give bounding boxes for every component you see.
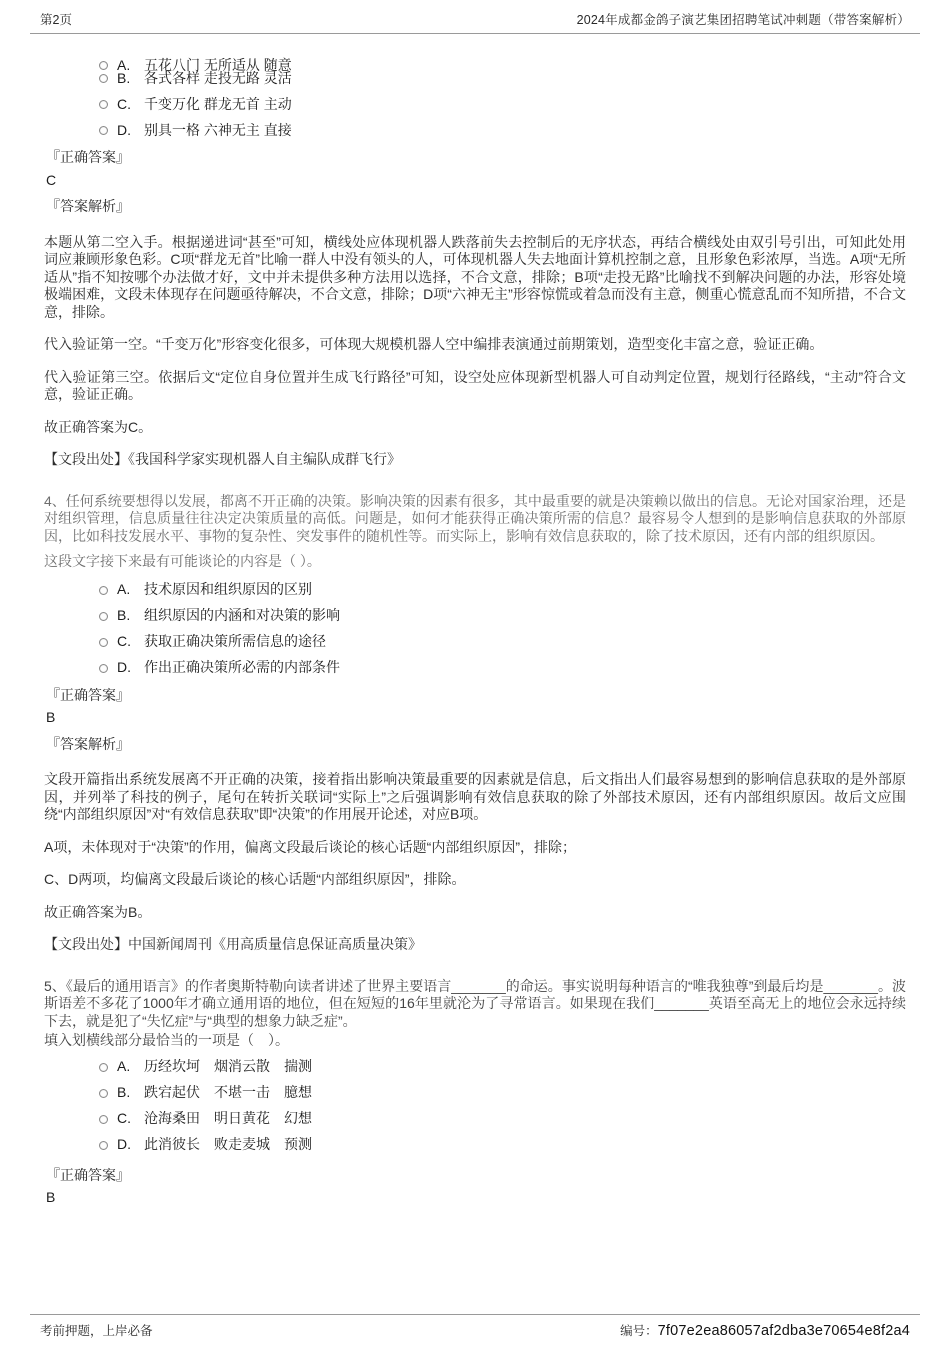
document-title: 2024年成都金鸽子演艺集团招聘笔试冲刺题（带答案解析） (576, 13, 910, 27)
radio-button[interactable] (99, 1089, 108, 1098)
option-row-c (99, 635, 906, 650)
radio-button[interactable] (99, 664, 108, 673)
analysis-paragraph: 本题从第二空入手。根据递进词“甚至”可知，横线处应体现机器人跌落前失去控制后的无序状态，再结合横线处由双引号引出，可知此处用词应兼顾形象色彩。C项“群龙无首”比喻一群人中没有领头的人，可体现机器人失去地面计算机控制之意，且形象色彩浓厚，当选。A项“无所适从”指不知按哪个办法做才好，文中并未提供多种方法用以选择，不合文意，排除；B项“走投无路”比喻找不到解决问题的办法，形容处境极端困难，文段未体现存在问题亟待解决，不合文意，排除；D项“六神无主”形容惊慌或着急而没有主意，侧重心慌意乱而不知所措，不合文意，排除。 (44, 233, 906, 320)
option-row-c (99, 1112, 906, 1127)
radio-button[interactable] (99, 1063, 108, 1072)
serial-label: 编号： (620, 1324, 658, 1338)
source-text: 【文段出处】《我国科学家实现机器人自主编队成群飞行》 (44, 451, 401, 467)
correct-answer-label: 『正确答案』 (46, 149, 130, 165)
page-number: 第2页 (40, 13, 72, 27)
option-text: 此消彼长 败走麦城 预测 (144, 1136, 312, 1153)
radio-button[interactable] (99, 1115, 108, 1124)
question5-prompt: 填入划横线部分最恰当的一项是（ ）。 (44, 1032, 289, 1048)
option-row-a (99, 1060, 906, 1075)
option-text: 五花八门 无所适从 随意 (144, 56, 292, 73)
option-text: 各式各样 走投无路 灵活 (144, 69, 292, 86)
option-letter: C. (117, 633, 131, 650)
analysis-paragraph: A项，未体现对于“决策”的作用，偏离文段最后谈论的核心话题“内部组织原因”，排除； (44, 838, 576, 855)
option-row-d (99, 1138, 906, 1153)
conclusion-text: 故正确答案为C。 (44, 418, 153, 435)
analysis-paragraph: 代入验证第三空。依据后文“定位自身位置并生成飞行路径”可知，设空处应体现新型机器人可自动判定位置，规划行径路线，“主动”符合文意，验证正确。 (44, 368, 906, 402)
serial (620, 1321, 910, 1339)
radio-button[interactable] (99, 74, 108, 83)
option-row-b (99, 609, 906, 624)
answer-analysis-label: 『答案解析』 (46, 198, 130, 214)
option-text: 千变万化 群龙无首 主动 (144, 95, 292, 112)
option-letter: C. (117, 95, 131, 112)
option-letter: B. (117, 69, 131, 86)
analysis-paragraph: C、D两项，均偏离文段最后谈论的核心话题“内部组织原因”，排除。 (44, 871, 466, 887)
radio-button[interactable] (99, 638, 108, 647)
question4-options (44, 583, 906, 676)
footer-slogan: 考前押题，上岸必备 (40, 1324, 153, 1338)
radio-button[interactable] (99, 126, 108, 135)
page-footer (30, 1314, 920, 1339)
option-text: 历经坎坷 烟消云散 揣测 (144, 1058, 312, 1075)
source-text: 【文段出处】中国新闻周刊《用高质量信息保证高质量决策》 (44, 936, 422, 952)
option-text: 技术原因和组织原因的区别 (144, 581, 312, 598)
option-letter: D. (117, 1136, 131, 1153)
page-header (30, 0, 920, 34)
radio-button[interactable] (99, 61, 108, 70)
option-text: 别具一格 六神无主 直接 (144, 121, 292, 138)
option-letter: D. (117, 121, 131, 138)
option-row-d (99, 123, 906, 138)
analysis-paragraph: 代入验证第一空。“千变万化”形容变化很多，可体现大规模机器人空中编排表演通过前期策划，造型变化丰富之意，验证正确。 (44, 336, 824, 352)
option-letter: A. (117, 1058, 131, 1075)
radio-button[interactable] (99, 586, 108, 595)
correct-answer-label: 『正确答案』 (46, 1166, 130, 1183)
option-row-b (99, 1086, 906, 1101)
option-text: 组织原因的内涵和对决策的影响 (144, 607, 340, 624)
question4-stem: 4、任何系统要想得以发展，都离不开正确的决策。影响决策的因素有很多，其中最重要的就是决策赖以做出的信息。无论对国家治理，还是对组织管理，信息质量往往决定决策质量的高低。问题是，如何才能获得正确决策所需的信息？最容易令人想到的是影响信息获取的外部原因，比如科技发展水平、事物的复杂性、突发事件的随机性等。而实际上，影响有效信息获取的，除了技术原因，还有内部的组织原因。 (44, 492, 906, 544)
analysis-paragraph: 文段开篇指出系统发展离不开正确的决策，接着指出影响决策最重要的因素就是信息，后文指出人们最容易想到的影响信息获取的是外部原因，并列举了科技的例子，尾句在转折关联词“实际上”之后强调影响有效信息获取的除了外部技术原因，还有内部组织原因。故后文应围绕“内部组织原因”对“有效信息获取”即“决策”的作用展开论述，对应B项。 (44, 771, 906, 822)
question4-prompt: 这段文字接下来最有可能谈论的内容是（ ）。 (44, 553, 321, 569)
question3-options (44, 58, 906, 138)
option-text: 跌宕起伏 不堪一击 臆想 (144, 1084, 312, 1101)
option-letter: A. (117, 581, 131, 598)
radio-button[interactable] (99, 612, 108, 621)
question5-stem: 5、《最后的通用语言》的作者奥斯特勒向读者讲述了世界主要语言_______的命运。事实说明每种语言的“唯我独尊”到最后均是_______。波斯语差不多花了1000年才确立通用语的地位，但在短短的16年里就沦为了寻常语言。如果现在我们_______英语至高无上的地位会永远持续下去，就是犯了“失忆症”与“典型的想象力缺乏症”。 (44, 977, 906, 1029)
option-letter: B. (117, 607, 131, 624)
option-text: 作出正确决策所必需的内部条件 (144, 659, 340, 676)
option-row-c (99, 97, 906, 112)
option-text: 获取正确决策所需信息的途径 (144, 633, 326, 650)
serial-number: 7f07e2ea86057af2dba3e70654e8f2a4 (657, 1323, 910, 1339)
option-text: 沧海桑田 明日黄花 幻想 (144, 1110, 312, 1127)
option-row-d (99, 661, 906, 676)
conclusion-text: 故正确答案为B。 (44, 903, 152, 920)
correct-answer-value: B (46, 1189, 56, 1205)
option-row-b (99, 71, 906, 86)
option-letter: D. (117, 659, 131, 676)
page-content (0, 34, 950, 1207)
option-letter: B. (117, 1084, 131, 1101)
option-letter: C. (117, 1110, 131, 1127)
question5-options (44, 1060, 906, 1153)
option-row-a (99, 583, 906, 598)
correct-answer-value: C (46, 171, 57, 188)
correct-answer-label: 『正确答案』 (46, 686, 130, 703)
correct-answer-value: B (46, 709, 56, 725)
answer-analysis-label: 『答案解析』 (46, 735, 130, 752)
radio-button[interactable] (99, 1141, 108, 1150)
option-letter: A. (117, 56, 131, 73)
radio-button[interactable] (99, 100, 108, 109)
